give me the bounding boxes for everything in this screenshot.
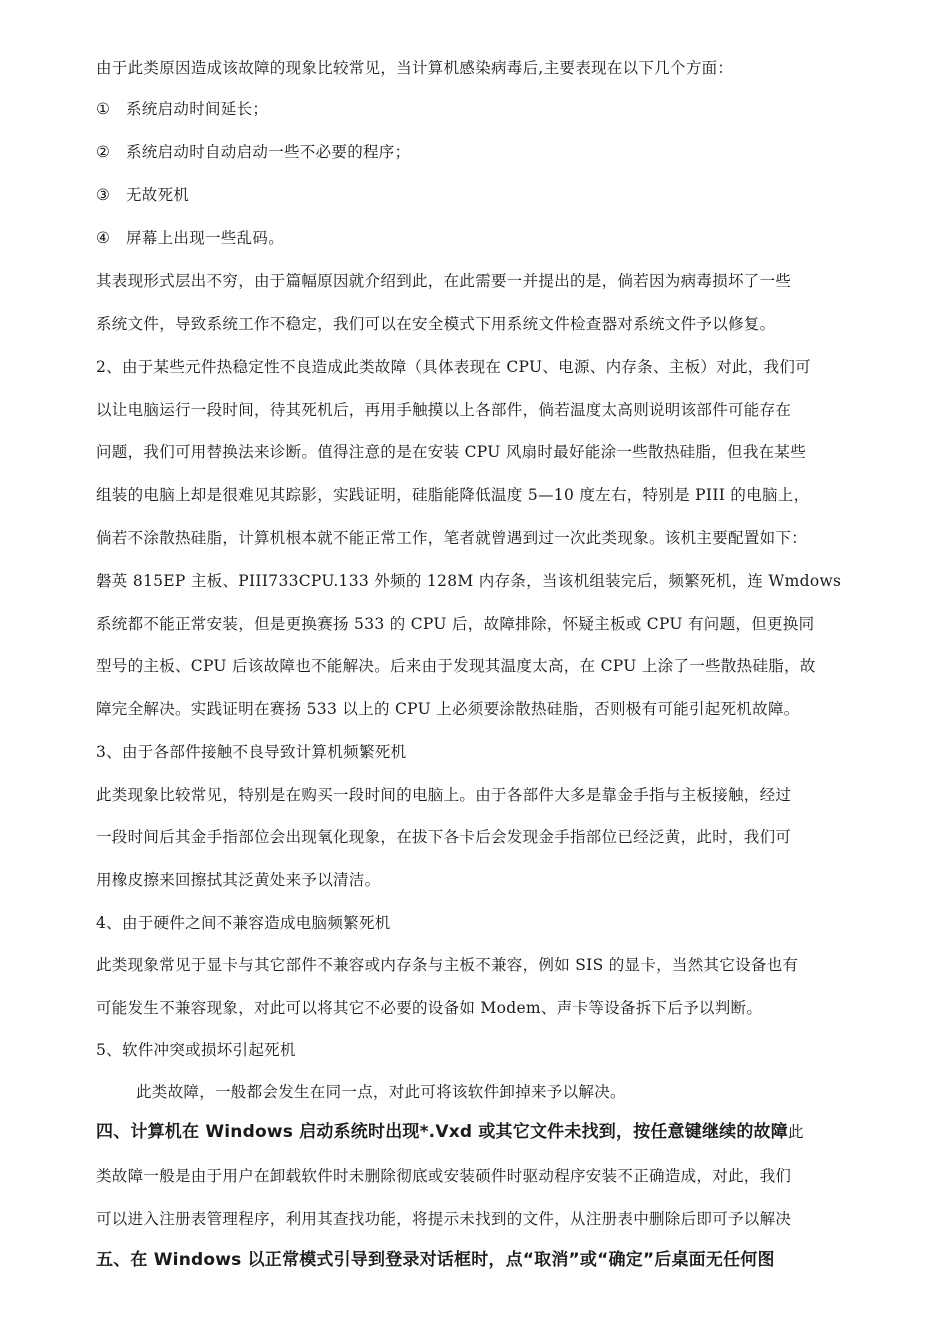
- heading-4-tail: 此: [787, 1123, 804, 1141]
- heading-4-body-line: 可以进入注册表管理程序，利用其查找功能，将提示未找到的文件，从注册表中删除后即可予以解决: [96, 1210, 792, 1228]
- section-3-line: 用橡皮擦来回擦拭其泛黄处来予以清洁。: [96, 871, 381, 889]
- section-2-line: 以让电脑运行一段时间，待其死机后，再用手触摸以上各部件，倘若温度太高则说明该部件可能存在: [96, 401, 792, 419]
- heading-4: [96, 1122, 804, 1142]
- symptom-text: 系统启动时自动启动一些不必要的程序；: [126, 143, 411, 161]
- symptom-item: [96, 99, 268, 119]
- section-2-line: 系统都不能正常安装，但是更换赛扬 533 的 CPU 后，故障排除，怀疑主板或 CPU 有问题，但更换同: [96, 615, 815, 633]
- section-4-line: 此类现象常见于显卡与其它部件不兼容或内存条与主板不兼容，例如 SIS 的显卡，当然其它设备也有: [96, 956, 799, 974]
- symptom-text: 系统启动时间延长；: [126, 100, 269, 118]
- section-5-text: 此类故障，一般都会发生在同一点，对此可将该软件卸掉来予以解决。: [136, 1083, 626, 1101]
- section-2-line: 障完全解决。实践证明在赛扬 533 以上的 CPU 上必须要涂散热硅脂，否则极有可能引起死机故障。: [96, 700, 800, 718]
- symptom-item: [96, 228, 284, 248]
- symptom-text: 无故死机: [126, 186, 190, 204]
- section-3-line: 此类现象比较常见，特别是在购买一段时间的电脑上。由于各部件大多是靠金手指与主板接触，经过: [96, 786, 792, 804]
- section-4-title: 4、由于硬件之间不兼容造成电脑频繁死机: [96, 914, 391, 932]
- list-marker: ②: [96, 143, 111, 161]
- list-marker: ④: [96, 229, 111, 247]
- section-2-line: 组装的电脑上却是很难见其踪影，实践证明，硅脂能降低温度 5—10 度左右，特别是 PIII 的电脑上，: [96, 486, 810, 504]
- symptom-text: 屏幕上出现一些乱码。: [126, 229, 285, 247]
- list-marker: ③: [96, 186, 111, 204]
- heading-5: 五、在 Windows 以正常模式引导到登录对话框时，点“取消”或“确定”后桌面无任何图: [96, 1250, 775, 1270]
- heading-4-bold: 四、计算机在 Windows 启动系统时出现*.Vxd 或其它文件未找到，按任意键继续的故障: [96, 1122, 788, 1142]
- section-4-line: 可能发生不兼容现象，对此可以将其它不必要的设备如 Modem、声卡等设备拆下后予以判断。: [96, 999, 763, 1017]
- section-2-line: 型号的主板、CPU 后该故障也不能解决。后来由于发现其温度太高，在 CPU 上涂了一些散热硅脂，故: [96, 657, 816, 675]
- section-5-title: 5、软件冲突或损坏引起死机: [96, 1041, 296, 1059]
- intro-line: 由于此类原因造成该故障的现象比较常见，当计算机感染病毒后,主要表现在以下几个方面：: [96, 59, 734, 77]
- heading-4-body-line: 类故障一般是由于用户在卸载软件时未删除彻底或安装硕件时驱动程序安装不正确造成，对此，我们: [96, 1167, 792, 1185]
- symptom-item: [96, 142, 410, 162]
- paragraph-line: 系统文件，导致系统工作不稳定，我们可以在安全模式下用系统文件检查器对系统文件予以修复。: [96, 315, 776, 333]
- section-2-line: 倘若不涂散热硅脂，计算机根本就不能正常工作，笔者就曾遇到过一次此类现象。该机主要配置如下：: [96, 529, 808, 547]
- section-3-line: 一段时间后其金手指部位会出现氧化现象，在拔下各卡后会发现金手指部位已经泛黄，此时，我们可: [96, 828, 792, 846]
- section-2-line: 磐英 815EP 主板、PIII733CPU.133 外频的 128M 内存条，当该机组装完后，频繁死机，连 Wmdows: [96, 572, 842, 590]
- paragraph-line: 其表现形式层出不穷，由于篇幅原因就介绍到此，在此需要一并提出的是，倘若因为病毒损坏了一些: [96, 272, 792, 290]
- section-2-line: 2、由于某些元件热稳定性不良造成此类故障（具体表现在 CPU、电源、内存条、主板）对此，我们可: [96, 358, 811, 376]
- section-3-title: 3、由于各部件接触不良导致计算机频繁死机: [96, 743, 407, 761]
- section-2-line: 问题，我们可用替换法来诊断。值得注意的是在安装 CPU 风扇时最好能涂一些散热硅脂，但我在某些: [96, 443, 807, 461]
- list-marker: ①: [96, 100, 111, 118]
- symptom-item: [96, 185, 189, 205]
